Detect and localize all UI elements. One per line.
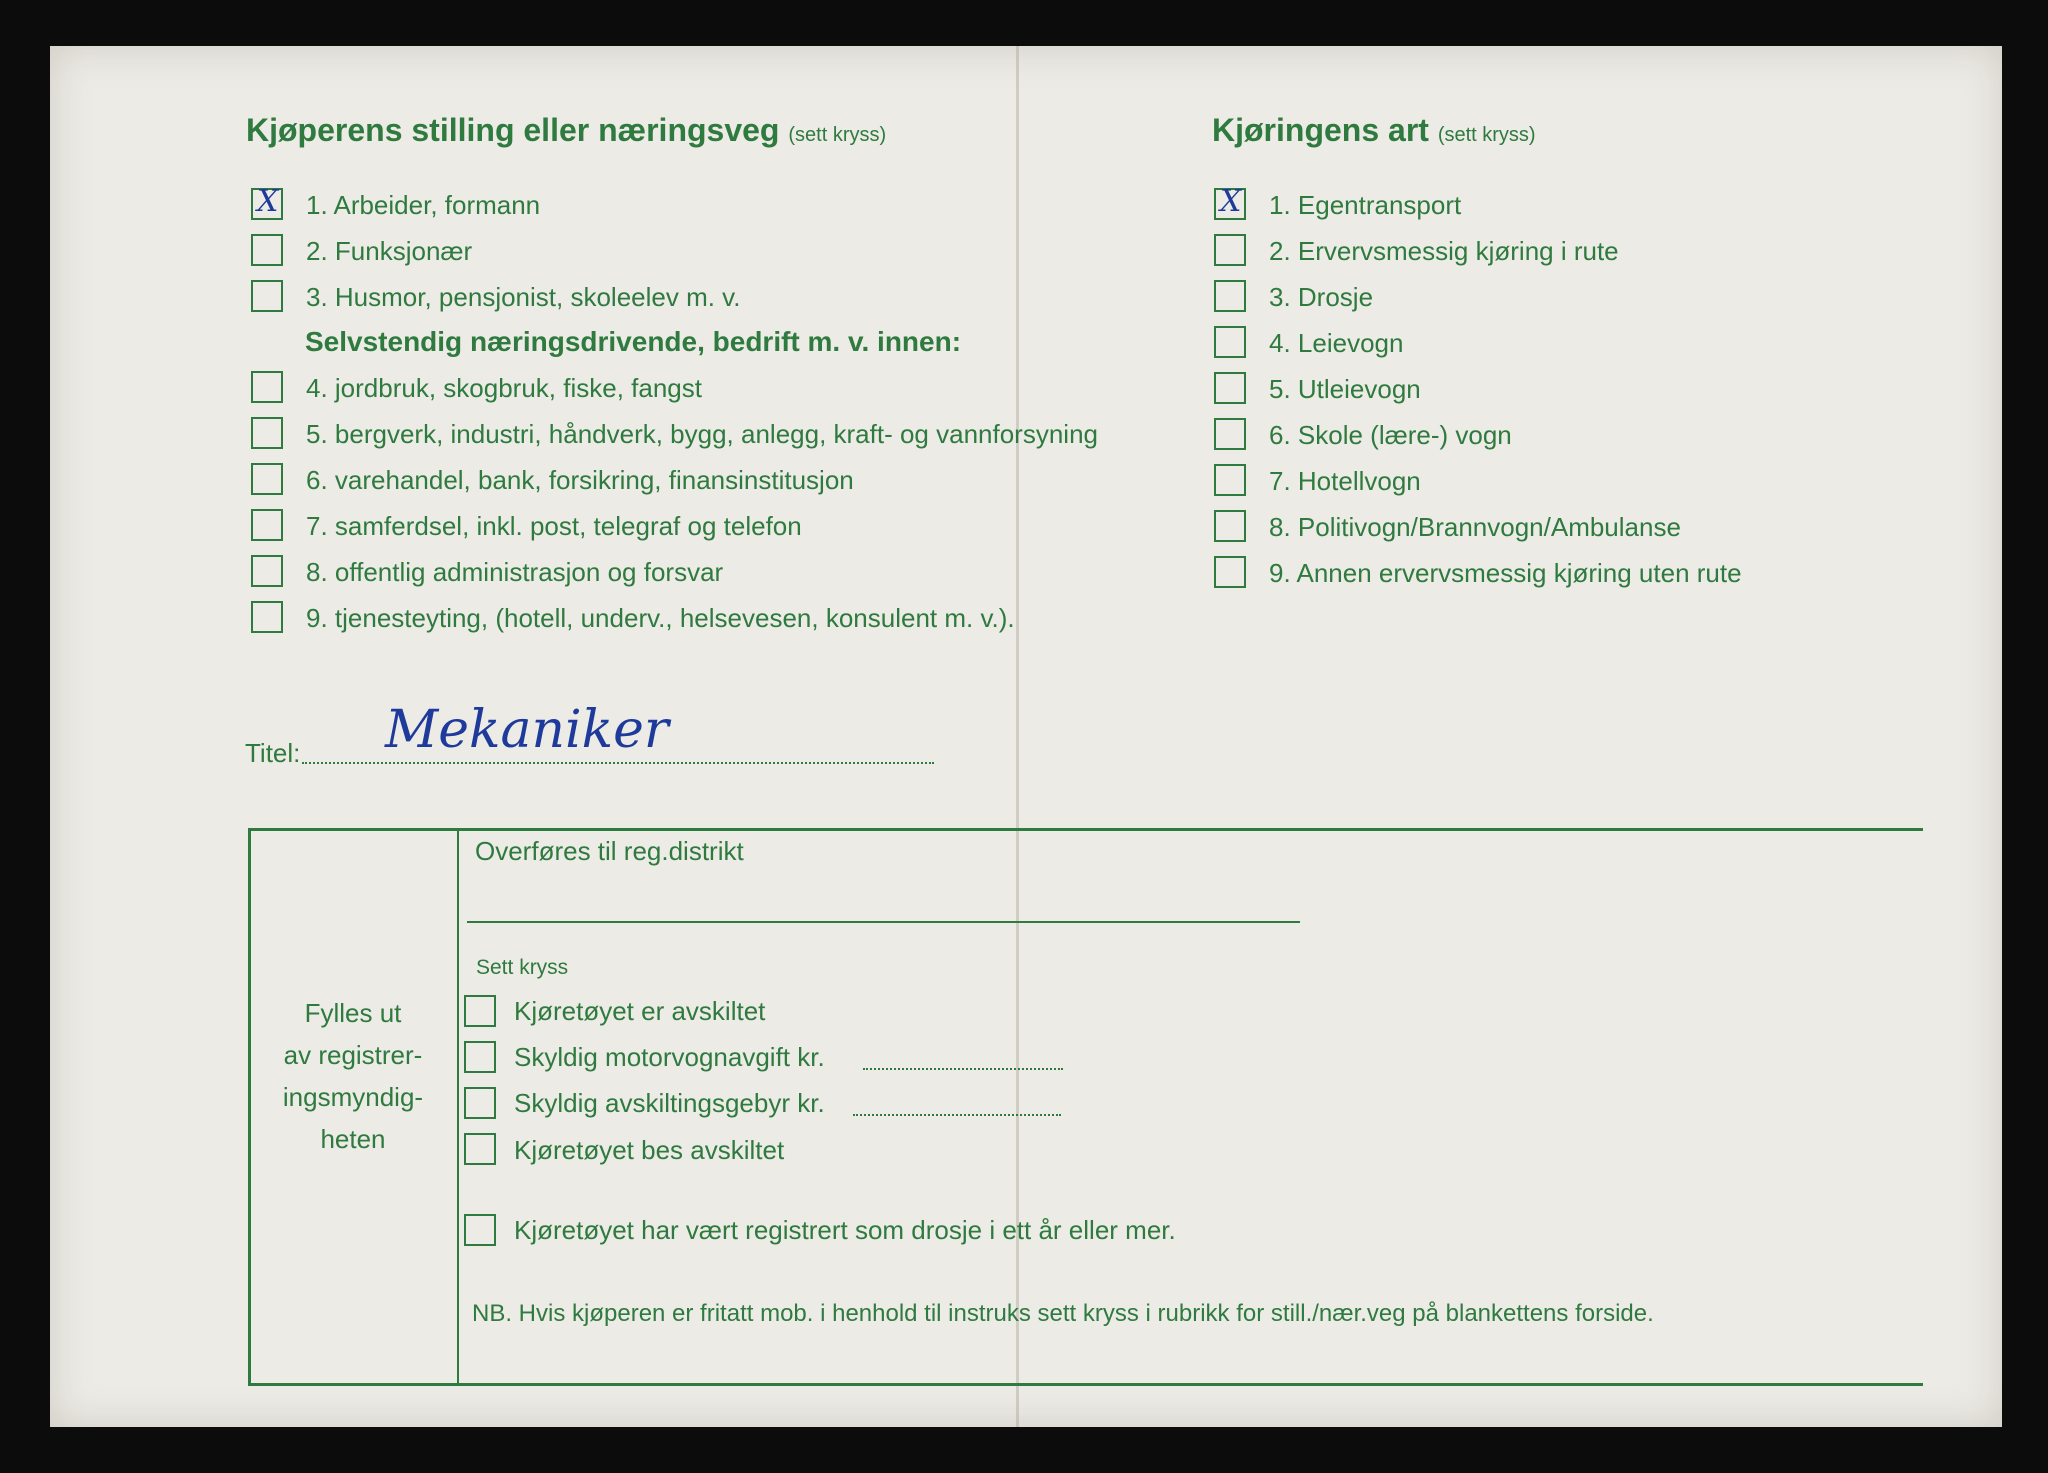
right-item: [1214, 184, 2048, 222]
left-heading: Kjøperens stilling eller næringsveg (sett kryss): [246, 112, 887, 148]
box-bottom-border: [248, 1383, 1923, 1386]
side-label-line: av registrer-: [283, 1040, 423, 1070]
right-checkbox[interactable]: [1214, 510, 1246, 542]
left-item: [251, 234, 1151, 268]
right-checkbox[interactable]: [1214, 234, 1246, 266]
left-item: [251, 184, 1151, 222]
left-label: 2. Funksjonær: [306, 236, 473, 266]
check-motorvognavgift-label: Skyldig motorvognavgift kr.: [514, 1042, 825, 1072]
right-item: [1214, 556, 2048, 590]
left-sub-label: 4. jordbruk, skogbruk, fiske, fangst: [306, 373, 702, 403]
right-item: [1214, 418, 2048, 452]
left-sub-label: 9. tjenesteyting, (hotell, underv., helsevesen, konsulent m. v.).: [306, 603, 1015, 633]
left-label: 3. Husmor, pensjonist, skoleelev m. v.: [306, 282, 741, 312]
left-sub-checkbox[interactable]: [251, 417, 283, 449]
right-heading-note: (sett kryss): [1437, 124, 1536, 146]
office-side-label: [253, 992, 453, 1160]
title-handwritten-value[interactable]: Mekaniker: [385, 700, 669, 760]
left-sub-item: [251, 371, 1151, 405]
right-heading: Kjøringens art (sett kryss): [1212, 112, 1536, 148]
right-label: 9. Annen ervervsmessig kjøring uten rute: [1269, 558, 1742, 588]
box-divider: [457, 828, 459, 1386]
right-checkbox[interactable]: [1214, 280, 1246, 312]
left-sub-item: [251, 463, 1151, 497]
check-bes-avskiltet[interactable]: [464, 1133, 496, 1165]
right-label: 5. Utleievogn: [1269, 374, 1421, 404]
left-sub-item: [251, 417, 1151, 451]
box-left-border: [248, 828, 251, 1386]
check-bes-avskiltet-label: Kjøretøyet bes avskiltet: [514, 1135, 785, 1165]
left-sub-item: [251, 555, 1151, 589]
left-item: [251, 280, 1151, 314]
motorvognavgift-amount-line[interactable]: [863, 1068, 1063, 1070]
check-avskiltingsgebyr-label: Skyldig avskiltingsgebyr kr.: [514, 1088, 825, 1118]
left-sub-item: [251, 509, 1151, 543]
left-checkbox[interactable]: [251, 184, 283, 220]
left-sub-checkbox[interactable]: [251, 371, 283, 403]
transfer-line[interactable]: [467, 921, 1300, 923]
right-label: 7. Hotellvogn: [1269, 466, 1421, 496]
left-checkbox[interactable]: [251, 280, 283, 312]
side-label-line: Fylles ut: [304, 998, 402, 1028]
title-label: Titel:: [245, 738, 301, 768]
side-label-line: heten: [320, 1124, 386, 1154]
right-checkbox[interactable]: [1214, 372, 1246, 404]
right-item: [1214, 510, 2048, 544]
left-sub-label: 5. bergverk, industri, håndverk, bygg, anlegg, kraft- og vannforsyning: [306, 419, 1098, 449]
left-sub-item: [251, 601, 1151, 635]
check-drosje[interactable]: [464, 1214, 496, 1246]
check-avskiltet-label: Kjøretøyet er avskiltet: [514, 996, 766, 1026]
left-sub-label: 6. varehandel, bank, forsikring, finansinstitusjon: [306, 465, 854, 495]
right-checkbox[interactable]: [1214, 184, 1246, 220]
handwritten-check-mark: X: [257, 184, 279, 219]
left-sub-checkbox[interactable]: [251, 555, 283, 587]
avskiltingsgebyr-amount-line[interactable]: [853, 1114, 1061, 1116]
check-avskiltingsgebyr[interactable]: [464, 1087, 496, 1119]
right-label: 1. Egentransport: [1269, 190, 1462, 220]
right-label: 6. Skole (lære-) vogn: [1269, 420, 1512, 450]
left-heading-note: (sett kryss): [788, 124, 887, 146]
handwritten-check-mark: X: [1220, 184, 1242, 219]
check-avskiltet[interactable]: [464, 995, 496, 1027]
nb-note: NB. Hvis kjøperen er fritatt mob. i henhold til instruks sett kryss i rubrikk for still./nær.veg på blankettens forside.: [472, 1300, 1654, 1327]
left-label: 1. Arbeider, formann: [306, 190, 541, 220]
right-checkbox[interactable]: [1214, 464, 1246, 496]
right-checkbox[interactable]: [1214, 326, 1246, 358]
right-item: [1214, 280, 2048, 314]
box-top-border: [248, 828, 1923, 831]
title-dotted-line: [302, 762, 934, 764]
sett-kryss-label: Sett kryss: [476, 956, 569, 979]
check-drosje-label: Kjøretøyet har vært registrert som drosje i ett år eller mer.: [514, 1215, 1176, 1245]
left-sub-label: 8. offentlig administrasjon og forsvar: [306, 557, 724, 587]
right-label: 2. Ervervsmessig kjøring i rute: [1269, 236, 1619, 266]
check-motorvognavgift[interactable]: [464, 1041, 496, 1073]
left-sub-checkbox[interactable]: [251, 463, 283, 495]
right-label: 4. Leievogn: [1269, 328, 1404, 358]
right-item: [1214, 326, 2048, 360]
right-item: [1214, 372, 2048, 406]
right-item: [1214, 464, 2048, 498]
right-checkbox[interactable]: [1214, 556, 1246, 588]
left-subheading: Selvstendig næringsdrivende, bedrift m. v. innen:: [305, 326, 962, 357]
right-checkbox[interactable]: [1214, 418, 1246, 450]
right-label: 3. Drosje: [1269, 282, 1374, 312]
transfer-label: Overføres til reg.distrikt: [475, 836, 744, 866]
side-label-line: ingsmyndig-: [282, 1082, 424, 1112]
right-item: [1214, 234, 2048, 268]
left-sub-checkbox[interactable]: [251, 509, 283, 541]
left-checkbox[interactable]: [251, 234, 283, 266]
left-sub-checkbox[interactable]: [251, 601, 283, 633]
left-sub-label: 7. samferdsel, inkl. post, telegraf og telefon: [306, 511, 802, 541]
right-label: 8. Politivogn/Brannvogn/Ambulanse: [1269, 512, 1681, 542]
